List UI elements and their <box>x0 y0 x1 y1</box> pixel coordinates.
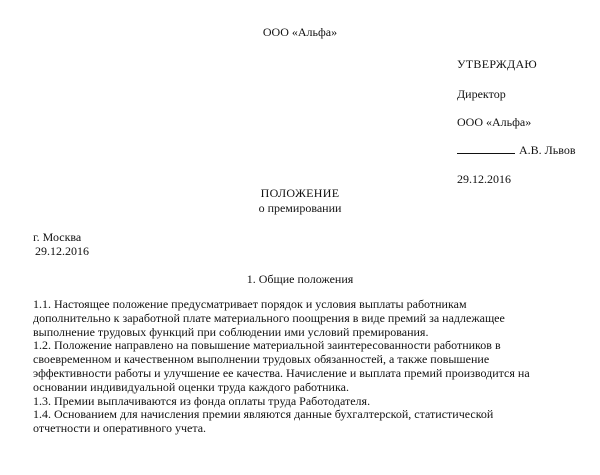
approval-heading: УТВЕРЖДАЮ <box>457 57 538 71</box>
body-line: 1.2. Положение направлено на повышение материальной заинтересованности работников в <box>33 338 501 353</box>
body-line: 1.1. Настоящее положение предусматривает порядок и условия выплаты работникам <box>33 297 467 311</box>
document-date: 29.12.2016 <box>35 244 89 258</box>
signature-line <box>457 143 515 154</box>
section-title: 1. Общие положения <box>246 272 354 286</box>
approval-position: Директор <box>457 87 506 101</box>
approval-signature-block <box>457 143 576 157</box>
approval-signatory: А.В. Львов <box>519 143 576 157</box>
section-body <box>33 298 593 436</box>
body-line: эффективности работы и улучшение ее качества. Начисление и выплата премий производится на <box>33 365 530 380</box>
body-line: отчетности и оперативного учета. <box>33 421 207 436</box>
body-line: 1.4. Основанием для начисления премии являются данные бухгалтерской, статистической <box>33 407 494 422</box>
organization-header: ООО «Альфа» <box>262 25 338 39</box>
body-line: дополнительно к заработной плате материального поощрения в виде премий за надлежащее <box>33 310 505 325</box>
document-city: г. Москва <box>33 230 82 244</box>
approval-organization: ООО «Альфа» <box>457 115 532 129</box>
body-line: 1.3. Премии выплачиваются из фонда оплаты труда Работодателя. <box>33 393 371 408</box>
body-line: выполнение трудовых функций при соблюдении ими условий премирования. <box>33 324 429 339</box>
body-line: своевременном и качественном выполнении трудовых обязанностей, а также повышение <box>33 352 490 367</box>
document-title: ПОЛОЖЕНИЕ <box>260 186 340 200</box>
body-line: основании индивидуальной оценки труда каждого работника. <box>33 379 349 394</box>
approval-date: 29.12.2016 <box>457 172 511 186</box>
document-subtitle: о премировании <box>258 201 342 215</box>
